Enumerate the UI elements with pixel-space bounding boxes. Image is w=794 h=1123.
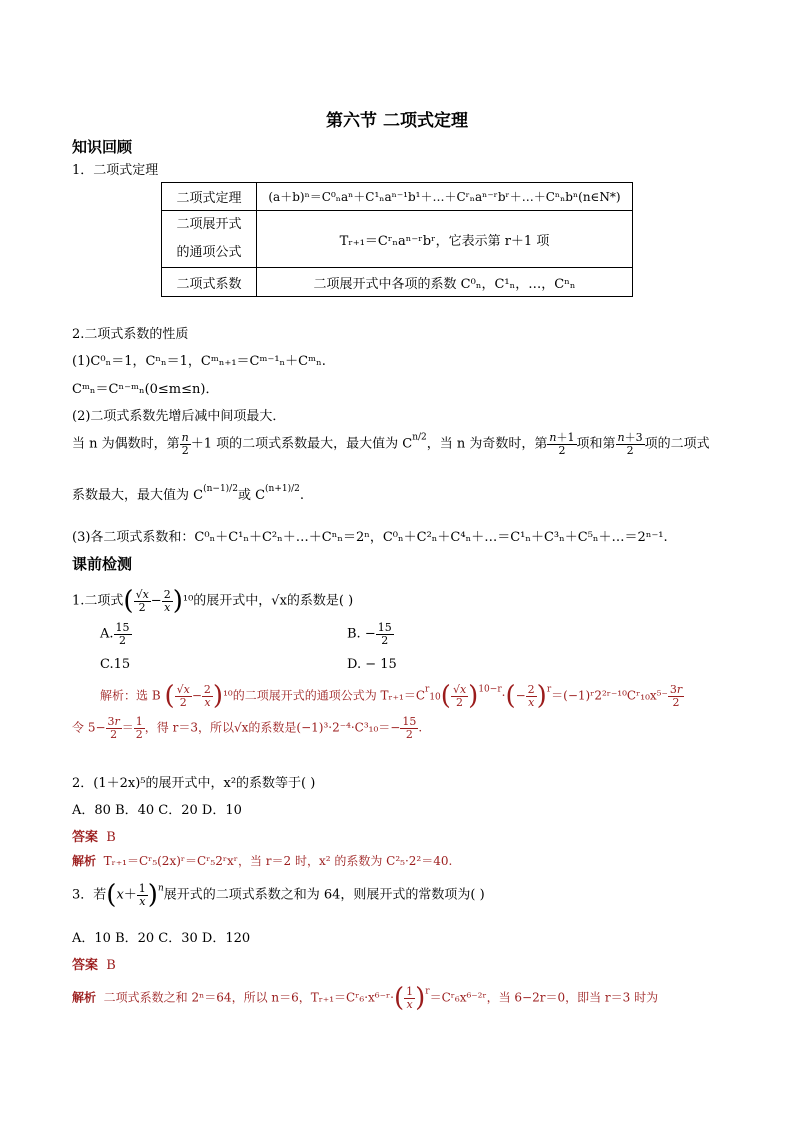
q2-answer: 答案 B (72, 830, 116, 845)
props-p3: (3)各二项式系数和：C⁰ₙ＋C¹ₙ＋C²ₙ＋…＋Cⁿₙ＝2ⁿ，C⁰ₙ＋C²ₙ＋C⁴ₙ＋…＝C¹ₙ＋C³ₙ＋C⁵ₙ＋…＝2ⁿ⁻¹. (72, 530, 668, 545)
q3-stem: 3．若(x＋ $\frac{1}{x}$ )$^n$展开式的二项式系数之和为 64，则展开式的常数项为( ) (72, 880, 485, 910)
props-heading: 2.二项式系数的性质 (72, 327, 189, 342)
q1-option-d: D. − 15 (347, 657, 397, 672)
binomial-table (161, 182, 633, 297)
q2-solution: 解析 Tᵣ₊₁＝Cʳ₅(2x)ʳ＝Cʳ₅2ʳxʳ，当 r＝2 时，x² 的系数为 C²₅·2²＝40. (72, 854, 453, 868)
q3-answer: 答案 B (72, 958, 116, 973)
q2-stem: 2．(1＋2x)⁵的展开式中，x²的系数等于( ) (72, 776, 316, 791)
q2-options: A．80 B．40 C．20 D．10 (72, 803, 242, 818)
table-row (162, 268, 633, 297)
q1-solution-line1: 解析：选 B ( $\frac{√x}{2}$ − $\frac{2}{x}$ )¹⁰的二项展开式的通项公式为 $Tᵣ_{+1}=C^r10$( $\frac{√x}{2}$ )$^{10-r}$·(− $\frac{2}{x}$ )$^r$＝(−1)ʳ2²ʳ⁻¹⁰Cʳ₁₀x⁵⁻ $\frac{3r}{2}$ (100, 681, 683, 711)
table-row (162, 183, 633, 211)
table-cell-value: (a＋b)ⁿ＝C⁰ₙaⁿ＋C¹ₙaⁿ⁻¹b¹＋…＋Cʳₙaⁿ⁻ʳbʳ＋…＋Cⁿₙbⁿ(n∈N*) (257, 183, 633, 211)
q1-option-b: B. − $\frac{15}{2}$ (347, 621, 392, 647)
table-cell-value: Tᵣ₊₁＝Cʳₙaⁿ⁻ʳbʳ，它表示第 r＋1 项 (257, 211, 633, 268)
table-cell-value: 二项展开式中各项的系数 C⁰ₙ，C¹ₙ，…，Cⁿₙ (257, 268, 633, 297)
label-line: 二项展开式 (176, 217, 242, 232)
props-p2-line-a: 当 n 为偶数时，第 $\frac{n}{2}$ ＋1 项的二项式系数最大，最大值为 $C^{n/2}$，当 n 为奇数时，第 $\frac{n+1}{2}$ 项和第 $\frac{n+3}{2}$ 项的二项式 (72, 431, 710, 457)
q1-solution-line2: 令 5− $\frac{3r}{2}$ ＝ $\frac{1}{2}$ ，得 r＝3，所以√x的系数是(−1)³·2⁻⁴·C³₁₀＝− $\frac{15}{2}$ . (72, 715, 423, 741)
section-check-heading: 课前检测 (72, 555, 133, 573)
props-p2-line-b: 系数最大，最大值为 $C^{(n-1)/2}$或 $C^{(n+1)/2}$. (72, 484, 305, 503)
props-p1b: Cᵐₙ＝Cⁿ⁻ᵐₙ(0≤m≤n)． (72, 382, 219, 397)
table-row (162, 211, 633, 268)
table-cell-label: 二项式定理 (162, 183, 257, 211)
q1-option-c: C.15 (100, 657, 131, 672)
table-cell-label (162, 211, 257, 268)
q3-solution: 解析 二项式系数之和 2ⁿ＝64，所以 n＝6，Tᵣ₊₁＝Cʳ₆·x⁶⁻ʳ·( $\frac{1}{x}$ )$^r$＝Cʳ₆x⁶⁻²ʳ，当 6−2r＝0，即当 r＝3 时为 (72, 983, 659, 1013)
q1-option-a: A. $\frac{15}{2}$ (100, 621, 130, 647)
q1-stem: 1.二项式( $\frac{√x}{2}$ − $\frac{2}{x}$ )¹⁰的展开式中，√x的系数是( ) (72, 586, 354, 616)
props-p2: (2)二项式系数先增后减中间项最大． (72, 409, 286, 424)
label-line: 的通项公式 (176, 245, 242, 260)
q3-options: A．10 B．20 C．30 D．120 (72, 931, 251, 946)
table-cell-label: 二项式系数 (162, 268, 257, 297)
item1-heading: 1．二项式定理 (72, 163, 159, 178)
page-title: 第六节 二项式定理 (326, 111, 468, 131)
props-p1: (1)C⁰ₙ＝1，Cⁿₙ＝1，Cᵐₙ₊₁＝Cᵐ⁻¹ₙ＋Cᵐₙ. (72, 354, 326, 369)
section-review-heading: 知识回顾 (72, 138, 133, 156)
